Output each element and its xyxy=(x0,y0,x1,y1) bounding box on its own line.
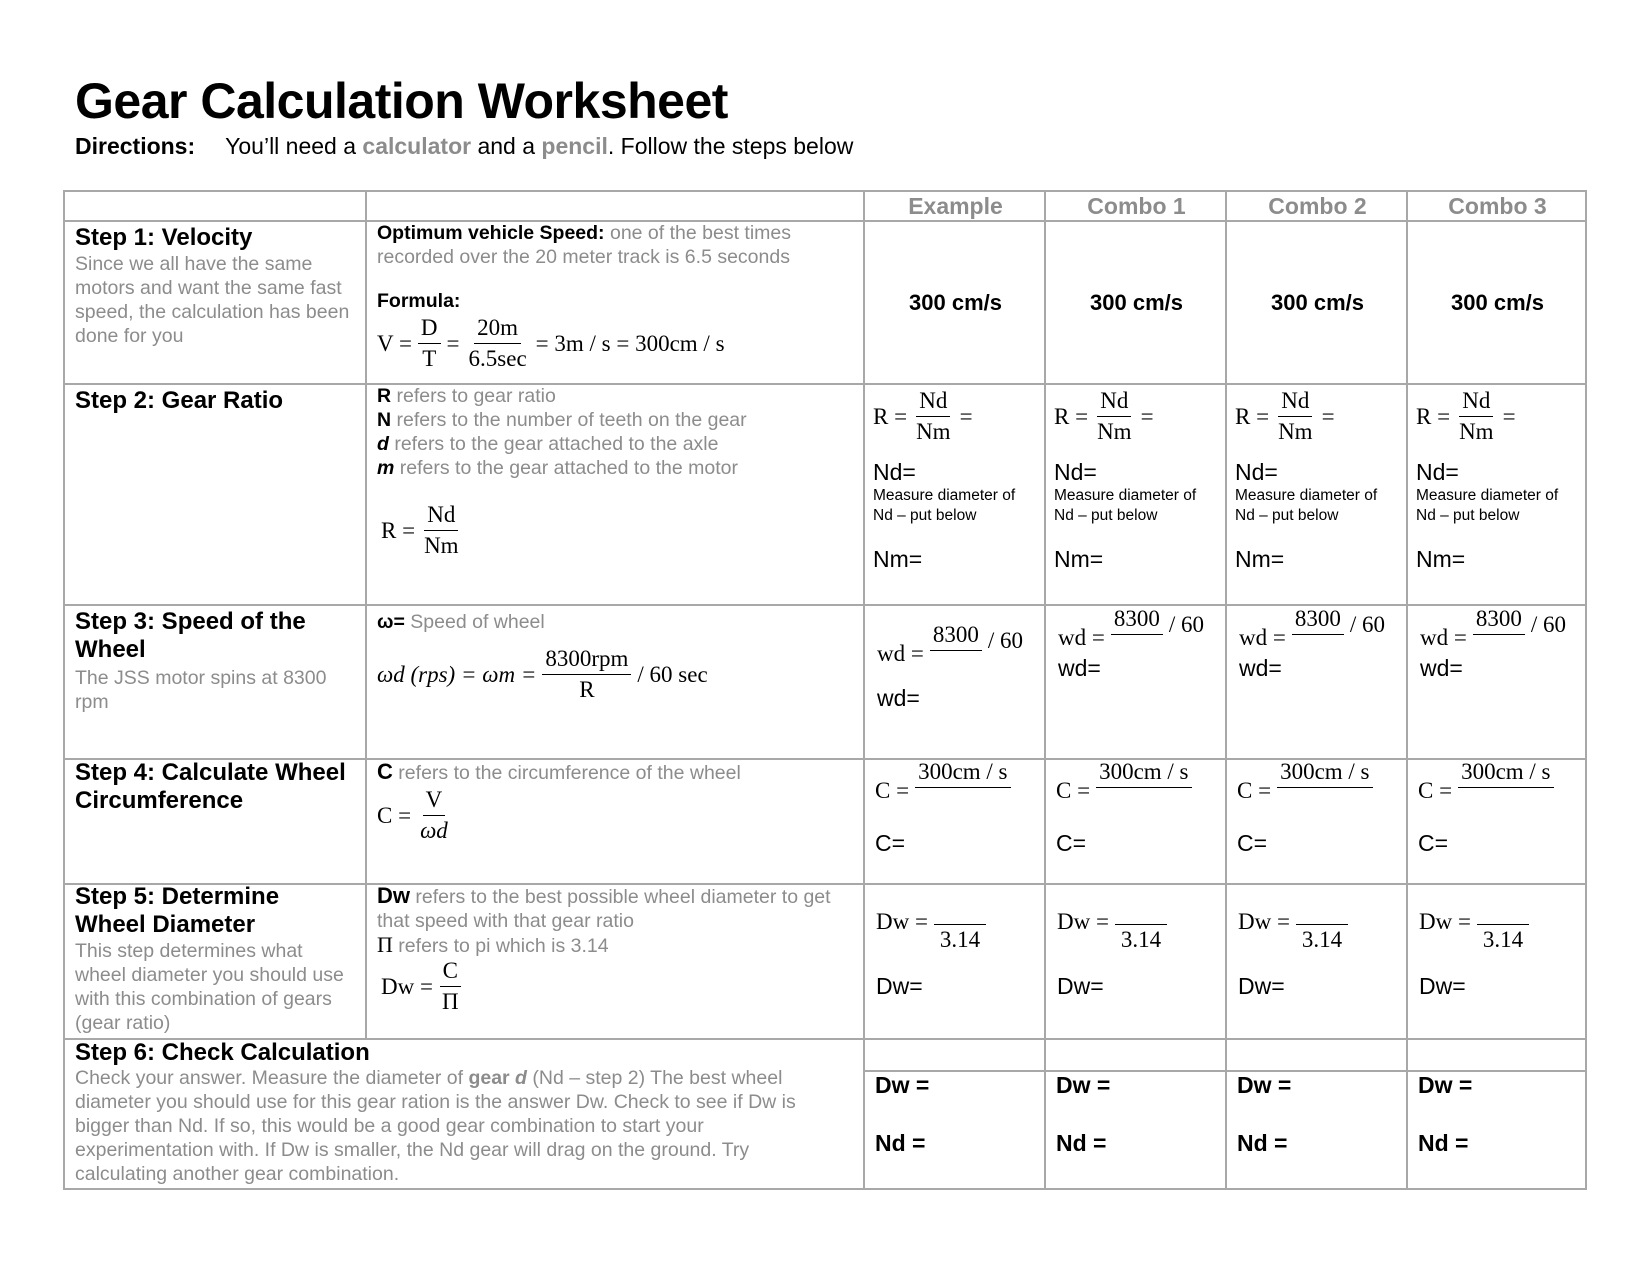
step6-cell-combo-3 xyxy=(1418,1072,1586,1157)
fraction-denominator xyxy=(937,788,989,822)
directions-text: . Follow the steps below xyxy=(607,133,854,159)
dw-formula xyxy=(1419,890,1535,953)
c-formula xyxy=(875,759,1017,822)
formula-r: R = xyxy=(381,517,416,543)
step2-label-cell xyxy=(75,387,355,415)
step5-cell-combo-2 xyxy=(1238,890,1408,1000)
table-line xyxy=(63,190,65,1190)
c-formula xyxy=(1237,759,1379,822)
wd-label: wd= xyxy=(1420,655,1463,681)
fraction-pi-value xyxy=(1115,890,1167,953)
fraction-rpm-r xyxy=(542,646,631,703)
step6-text xyxy=(75,1066,845,1186)
blank xyxy=(933,653,979,679)
var-d-desc: refers to the gear attached to the axle xyxy=(388,433,719,455)
fraction-denominator xyxy=(930,651,982,685)
fraction-denominator xyxy=(1299,788,1351,822)
formula-dw: Dw = xyxy=(1057,908,1109,934)
dw-label: Dw= xyxy=(1057,973,1104,999)
nd-label: Nd= xyxy=(1235,459,1278,485)
formula-dw: Dw = xyxy=(1419,908,1471,934)
fraction-8300 xyxy=(1473,606,1525,669)
step4-cell-combo-2 xyxy=(1237,759,1407,857)
measure-note: Measure diameter of xyxy=(1416,487,1559,504)
fraction-denominator: Π xyxy=(441,989,459,1014)
step6-title: Step 6: Check Calculation xyxy=(75,1039,370,1066)
fraction-8300 xyxy=(1292,606,1344,669)
fraction-denominator: R xyxy=(579,677,595,702)
formula-c: C = xyxy=(1237,777,1272,803)
step1-title: Step 1: Velocity xyxy=(75,224,253,251)
formula-omega: ωd (rps) = ωm = xyxy=(377,661,537,687)
pi-desc: refers to pi which is 3.14 xyxy=(392,935,609,957)
formula-c: C = xyxy=(377,802,412,828)
var-r: R xyxy=(377,385,392,407)
wd-label: wd= xyxy=(877,685,920,711)
wd-tail: / 60 xyxy=(987,627,1023,653)
directions xyxy=(75,133,853,160)
wd-lhs: wd = xyxy=(1239,624,1286,650)
directions-text: You’ll need a xyxy=(225,133,363,159)
blank xyxy=(1295,637,1341,663)
step3-cell-example xyxy=(877,622,1047,712)
step6-gear-word: gear xyxy=(468,1067,516,1089)
step5-cell-combo-3 xyxy=(1419,890,1586,1000)
var-d: d xyxy=(377,433,389,455)
formula-dw: Dw = xyxy=(381,973,433,999)
circumference-formula xyxy=(377,787,457,844)
c-formula xyxy=(1056,759,1198,822)
formula-equals: = xyxy=(1321,403,1335,429)
column-header-combo-3: Combo 3 xyxy=(1448,193,1547,219)
fraction-nd-nm xyxy=(1094,388,1135,445)
column-header-combo-2: Combo 2 xyxy=(1268,193,1367,219)
nd-result-label: Nd = xyxy=(1418,1130,1469,1156)
fraction-numerator: C xyxy=(440,958,461,987)
fraction-denominator: 3.14 xyxy=(939,927,981,952)
wd-tail: / 60 xyxy=(1349,611,1385,637)
step6-text-part: Check your answer. Measure the diameter of xyxy=(75,1067,469,1089)
fraction-numerator: 20m xyxy=(474,315,521,344)
blank xyxy=(1476,637,1522,663)
formula-r: R = xyxy=(873,403,908,429)
blank xyxy=(1121,790,1167,816)
formula-label: Formula: xyxy=(377,290,461,312)
blank xyxy=(1118,890,1164,916)
formula-c: C = xyxy=(1418,777,1453,803)
fraction-numerator xyxy=(1477,890,1529,925)
step1-info-rest: one of the best times recorded over the 20 meter track is 6.5 seconds xyxy=(377,222,792,268)
fraction-pi-value xyxy=(1477,890,1529,953)
nm-label: Nm= xyxy=(873,546,923,572)
fraction-denominator: T xyxy=(422,346,437,371)
ratio-formula xyxy=(1235,388,1335,445)
step5-info-cell xyxy=(377,884,847,1015)
nd-result-label: Nd = xyxy=(1237,1130,1288,1156)
step1-value-example: 300 cm/s xyxy=(909,290,1002,315)
measure-note: Nd – put below xyxy=(1054,507,1158,524)
wd-tail: / 60 xyxy=(1530,611,1566,637)
dw-label: Dw= xyxy=(1238,973,1285,999)
table-line xyxy=(1225,190,1227,1190)
formula-v: V = xyxy=(377,330,412,356)
fraction-300 xyxy=(915,759,1010,822)
step4-cell-combo-1 xyxy=(1056,759,1226,857)
step4-info-cell xyxy=(377,760,857,844)
fraction-300 xyxy=(1458,759,1553,822)
step1-label-cell xyxy=(75,224,355,348)
step1-info-label: Optimum vehicle Speed: xyxy=(377,222,605,244)
fraction-numerator: V xyxy=(423,787,446,816)
fraction-v-wd xyxy=(417,787,451,844)
nm-label: Nm= xyxy=(1235,546,1285,572)
step1-description: Since we all have the same motors and want the same fast speed, the calculation has been done for you xyxy=(75,253,350,347)
table-line xyxy=(63,190,1587,192)
fraction-numerator: 8300 xyxy=(1111,606,1163,635)
step2-cell-combo-1 xyxy=(1054,388,1224,573)
formula-dw: Dw = xyxy=(1238,908,1290,934)
blank xyxy=(940,790,986,816)
nd-result-label: Nd = xyxy=(875,1130,926,1156)
fraction-numerator xyxy=(1115,890,1167,925)
column-header-example: Example xyxy=(908,193,1003,219)
fraction-denominator: 3.14 xyxy=(1301,927,1343,952)
step1-value-combo-2: 300 cm/s xyxy=(1271,290,1364,315)
fraction-numerator: 300cm / s xyxy=(915,759,1010,788)
directions-label: Directions: xyxy=(75,133,196,159)
c-label: C= xyxy=(1056,830,1087,856)
step2-info-cell xyxy=(377,384,857,559)
blank xyxy=(1302,790,1348,816)
step3-label-cell xyxy=(75,608,355,714)
formula-equals: = xyxy=(1140,403,1154,429)
step6-title-cell xyxy=(75,1039,855,1067)
fraction-8300 xyxy=(1111,606,1163,669)
step2-cell-combo-3 xyxy=(1416,388,1586,573)
fraction-numerator: 300cm / s xyxy=(1277,759,1372,788)
step3-cell-combo-1 xyxy=(1058,606,1228,682)
table-line xyxy=(863,190,865,1190)
step1-value-combo-1: 300 cm/s xyxy=(1090,290,1183,315)
blank xyxy=(1299,890,1345,916)
var-n-desc: refers to the number of teeth on the gear xyxy=(391,409,747,431)
var-c-desc: refers to the circumference of the wheel xyxy=(392,762,741,784)
step6-d-word: d xyxy=(515,1067,527,1089)
directions-text: and a xyxy=(471,133,542,159)
fraction-denominator xyxy=(1118,788,1170,822)
pi-symbol: Π xyxy=(377,932,393,957)
dw-label: Dw= xyxy=(1419,973,1466,999)
formula-result: = 3m / s = 300cm / s xyxy=(535,330,725,356)
table-line xyxy=(1406,190,1408,1190)
fraction-numerator: Nd xyxy=(424,502,458,531)
fraction-c-pi xyxy=(439,958,462,1015)
c-label: C= xyxy=(1237,830,1268,856)
step3-info-cell xyxy=(377,610,857,703)
step1-value-combo-3: 300 cm/s xyxy=(1451,290,1544,315)
fraction-numerator: 8300rpm xyxy=(542,646,631,675)
ratio-formula xyxy=(873,388,973,445)
fraction-numerator: Nd xyxy=(1278,388,1312,417)
nm-label: Nm= xyxy=(1054,546,1104,572)
nd-label: Nd= xyxy=(873,459,916,485)
fraction-300 xyxy=(1096,759,1191,822)
fraction-denominator: 6.5sec xyxy=(468,346,527,371)
formula-r: R = xyxy=(1235,403,1270,429)
fraction-pi-value xyxy=(1296,890,1348,953)
step6-cell-combo-2 xyxy=(1237,1072,1407,1157)
formula-c: C = xyxy=(1056,777,1091,803)
measure-note: Nd – put below xyxy=(1235,507,1339,524)
wd-tail: / 60 xyxy=(1168,611,1204,637)
ratio-formula xyxy=(1054,388,1154,445)
step6-text-part: (Nd – step 2) The best wheel diameter you should use for this gear ration is the answer Dw. Check to see if Dw is bigger than Nd. If so, this would be a good gear combination to start your experimentation with. If Dw is smaller, the Nd gear will drag on the ground. Try calculating another gear combination. xyxy=(75,1067,796,1185)
step3-title: Step 3: Speed of the Wheel xyxy=(75,608,306,663)
var-m: m xyxy=(377,457,395,479)
wd-formula xyxy=(877,622,1023,685)
formula-r: R = xyxy=(1416,403,1451,429)
fraction-nd-nm xyxy=(421,502,462,559)
formula-dw: Dw = xyxy=(876,908,928,934)
fraction-nd-nm xyxy=(913,388,954,445)
page-title: Gear Calculation Worksheet xyxy=(75,73,728,129)
diameter-formula xyxy=(381,958,468,1015)
fraction-denominator xyxy=(1480,788,1532,822)
step5-cell-combo-1 xyxy=(1057,890,1227,1000)
measure-note: Nd – put below xyxy=(873,507,977,524)
formula-tail: / 60 sec xyxy=(637,661,708,687)
dw-label: Dw= xyxy=(876,973,923,999)
nd-result-label: Nd = xyxy=(1056,1130,1107,1156)
dw-formula xyxy=(876,890,992,953)
c-formula xyxy=(1418,759,1560,822)
wd-label: wd= xyxy=(1239,655,1282,681)
fraction-pi-value xyxy=(934,890,986,953)
wd-lhs: wd = xyxy=(1058,624,1105,650)
fraction-numerator: 300cm / s xyxy=(1096,759,1191,788)
fraction-nd-nm xyxy=(1456,388,1497,445)
fraction-numerator: Nd xyxy=(916,388,950,417)
fraction-numerator: 8300 xyxy=(930,622,982,651)
column-header-combo-1: Combo 1 xyxy=(1087,193,1186,219)
fraction-numerator: 8300 xyxy=(1473,606,1525,635)
dw-formula xyxy=(1238,890,1354,953)
blank xyxy=(1483,790,1529,816)
fraction-denominator: Nm xyxy=(1278,419,1313,444)
var-dw-desc: refers to the best possible wheel diameter to get that speed with that gear ratio xyxy=(377,886,831,932)
fraction-numerator xyxy=(1296,890,1348,925)
fraction-denominator: Nm xyxy=(1459,419,1494,444)
var-c: C xyxy=(377,759,393,784)
wd-lhs: wd = xyxy=(1420,624,1467,650)
blank xyxy=(1480,890,1526,916)
fraction-nd-nm xyxy=(1275,388,1316,445)
step2-title: Step 2: Gear Ratio xyxy=(75,387,284,414)
table-line xyxy=(365,190,367,1040)
fraction-numerator: Nd xyxy=(1459,388,1493,417)
var-dw: Dw xyxy=(377,883,410,908)
step3-cell-combo-2 xyxy=(1239,606,1409,682)
fraction-denominator xyxy=(1292,635,1344,669)
calculator-word: calculator xyxy=(362,133,472,159)
var-m-desc: refers to the gear attached to the motor xyxy=(394,457,738,479)
c-label: C= xyxy=(1418,830,1449,856)
measure-note: Measure diameter of xyxy=(1054,487,1197,504)
fraction-denominator: ωd xyxy=(420,818,448,843)
step3-cell-combo-3 xyxy=(1420,606,1586,682)
step3-description: The JSS motor spins at 8300 rpm xyxy=(75,667,327,713)
dw-result-label: Dw = xyxy=(875,1072,930,1098)
fraction-numerator: 300cm / s xyxy=(1458,759,1553,788)
step4-label-cell xyxy=(75,759,355,815)
c-label: C= xyxy=(875,830,906,856)
nd-label: Nd= xyxy=(1054,459,1097,485)
pencil-word: pencil xyxy=(541,133,608,159)
step5-description: This step determines what wheel diameter you should use with this combination of gears (gear ratio) xyxy=(75,940,344,1034)
step6-cell-example xyxy=(875,1072,1045,1157)
dw-result-label: Dw = xyxy=(1418,1072,1473,1098)
fraction-numerator: D xyxy=(418,315,441,344)
omega-desc: Speed of wheel xyxy=(404,611,545,633)
fraction-numerator xyxy=(934,890,986,925)
velocity-formula xyxy=(377,315,725,372)
wd-label: wd= xyxy=(1058,655,1101,681)
fraction-denominator: 3.14 xyxy=(1120,927,1162,952)
dw-result-label: Dw = xyxy=(1056,1072,1111,1098)
gear-ratio-formula xyxy=(381,502,468,559)
fraction-denominator xyxy=(1111,635,1163,669)
fraction-denominator: Nm xyxy=(916,419,951,444)
measure-note: Measure diameter of xyxy=(873,487,1016,504)
fraction-numerator: 8300 xyxy=(1292,606,1344,635)
step2-cell-example xyxy=(873,388,1043,573)
step5-title: Step 5: Determine Wheel Diameter xyxy=(75,883,280,938)
wd-lhs: wd = xyxy=(877,640,924,666)
formula-equals: = xyxy=(959,403,973,429)
formula-r: R = xyxy=(1054,403,1089,429)
formula-equals: = xyxy=(446,330,460,356)
measure-note: Measure diameter of xyxy=(1235,487,1378,504)
fraction-denominator: Nm xyxy=(1097,419,1132,444)
fraction-300 xyxy=(1277,759,1372,822)
table-line xyxy=(63,1188,1587,1190)
fraction-8300 xyxy=(930,622,982,685)
fraction-numerator: Nd xyxy=(1097,388,1131,417)
nd-label: Nd= xyxy=(1416,459,1459,485)
step5-cell-example xyxy=(876,890,1046,1000)
measure-note: Nd – put below xyxy=(1416,507,1520,524)
dw-formula xyxy=(1057,890,1173,953)
dw-result-label: Dw = xyxy=(1237,1072,1292,1098)
fraction-20m xyxy=(466,315,530,372)
var-n: N xyxy=(377,409,392,431)
omega-symbol: ω= xyxy=(377,611,405,633)
blank xyxy=(1114,637,1160,663)
formula-equals: = xyxy=(1502,403,1516,429)
nm-label: Nm= xyxy=(1416,546,1466,572)
step2-cell-combo-2 xyxy=(1235,388,1405,573)
ratio-formula xyxy=(1416,388,1516,445)
step5-label-cell xyxy=(75,883,355,1035)
step1-info-cell xyxy=(377,221,857,372)
blank xyxy=(937,890,983,916)
step6-cell-combo-1 xyxy=(1056,1072,1226,1157)
fraction-d-over-t xyxy=(418,315,441,372)
var-r-desc: refers to gear ratio xyxy=(391,385,556,407)
formula-c: C = xyxy=(875,777,910,803)
wheel-speed-formula xyxy=(377,646,708,703)
step4-title: Step 4: Calculate Wheel Circumference xyxy=(75,759,346,814)
fraction-denominator: Nm xyxy=(424,533,459,558)
step4-cell-combo-3 xyxy=(1418,759,1586,857)
step4-cell-example xyxy=(875,759,1045,857)
table-line xyxy=(1585,190,1587,1190)
fraction-denominator: 3.14 xyxy=(1482,927,1524,952)
fraction-denominator xyxy=(1473,635,1525,669)
